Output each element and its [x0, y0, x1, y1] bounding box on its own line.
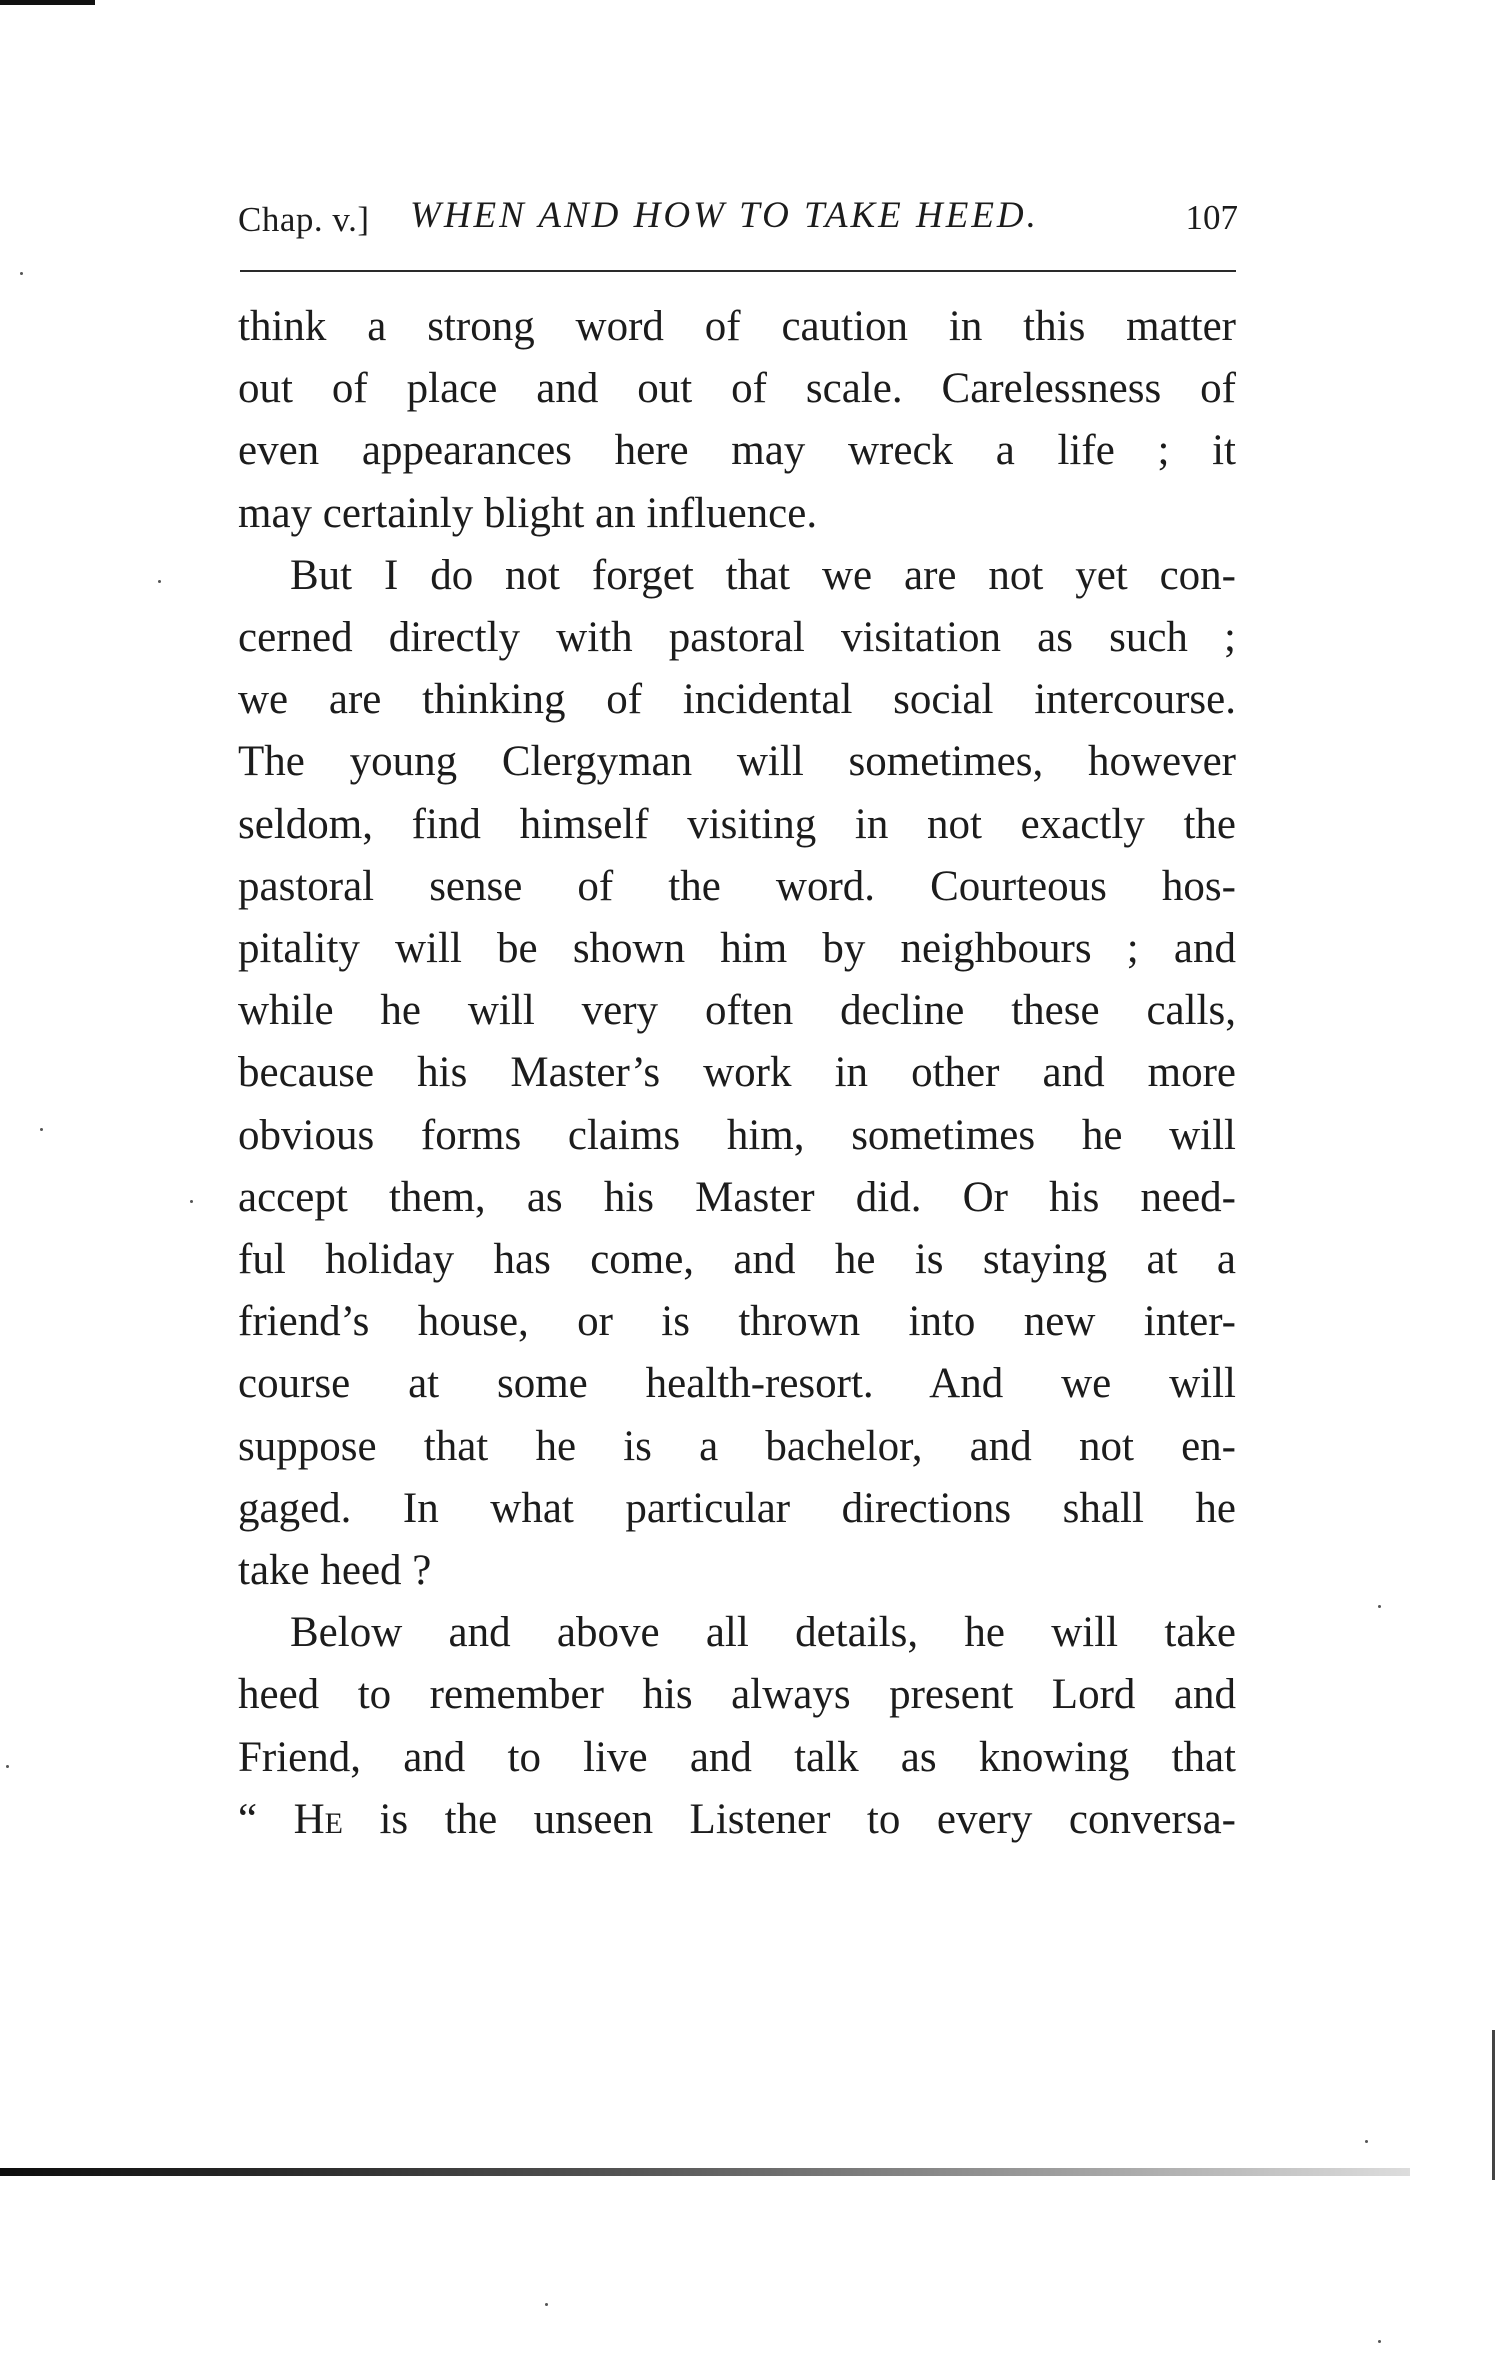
text-line: we are thinking of incidental social intercourse. — [238, 676, 1236, 724]
paragraph-2 — [238, 545, 1236, 1602]
text-line: gaged. In what particular directions shall he — [238, 1484, 1236, 1532]
speck — [190, 1200, 193, 1203]
text-line: friend’s house, or is thrown into new inter- — [238, 1298, 1236, 1346]
text-line: accept them, as his Master did. Or his need- — [238, 1173, 1236, 1221]
text-line: suppose that he is a bachelor, and not en- — [238, 1422, 1236, 1470]
text-line: cerned directly with pastoral visitation as such ; — [238, 614, 1236, 662]
speck — [6, 1765, 9, 1768]
text-line: ful holiday has come, and he is staying at a — [238, 1236, 1236, 1284]
text-line: take heed ? — [238, 1547, 432, 1595]
paragraph-3 — [238, 1602, 1236, 1851]
speck — [40, 1128, 43, 1131]
text-line: course at some health-resort. And we will — [238, 1360, 1236, 1408]
speck — [545, 2303, 548, 2306]
text-line: pastoral sense of the word. Courteous hos- — [238, 862, 1236, 910]
paragraph-1 — [238, 296, 1236, 545]
text-line: may certainly blight an influence. — [238, 489, 818, 537]
speck — [1365, 2140, 1368, 2143]
header-rule — [240, 270, 1236, 272]
scan-artifact — [1492, 2030, 1495, 2180]
text-line: obvious forms claims him, sometimes he will — [238, 1111, 1236, 1159]
speck — [20, 272, 23, 275]
scan-artifact — [0, 2168, 1410, 2176]
text-line: heed to remember his always present Lord and — [238, 1671, 1236, 1719]
text-line: even appearances here may wreck a life ; it — [238, 427, 1236, 475]
speck — [1378, 2340, 1381, 2343]
text-line — [238, 1789, 1236, 1851]
text-line: But I do not forget that we are not yet con- — [290, 551, 1236, 599]
text-line: Friend, and to live and talk as knowing that — [238, 1733, 1236, 1781]
body-text — [238, 296, 1236, 1851]
small-caps-he: He — [293, 1795, 343, 1843]
scan-artifact — [0, 0, 95, 5]
chapter-label: Chap. v.] — [238, 200, 370, 239]
text-line: pitality will be shown him by neighbours ; and — [238, 925, 1236, 973]
open-quote: “ — [238, 1795, 294, 1843]
text-line: think a strong word of caution in this matter — [238, 303, 1236, 350]
text-line: seldom, find himself visiting in not exactly the — [238, 800, 1236, 848]
running-title: WHEN AND HOW TO TAKE HEED. — [410, 195, 1039, 236]
text-line: while he will very often decline these calls, — [238, 987, 1236, 1035]
line-remainder: is the unseen Listener to every conversa- — [342, 1795, 1236, 1843]
speck — [1378, 1605, 1381, 1608]
text-line: Below and above all details, he will take — [290, 1609, 1236, 1657]
running-head — [238, 192, 1238, 252]
page-number: 107 — [1185, 198, 1238, 237]
text-line: because his Master’s work in other and more — [238, 1049, 1236, 1097]
speck — [158, 580, 161, 583]
text-line: out of place and out of scale. Carelessness of — [238, 365, 1236, 413]
text-line: The young Clergyman will sometimes, however — [238, 738, 1236, 786]
